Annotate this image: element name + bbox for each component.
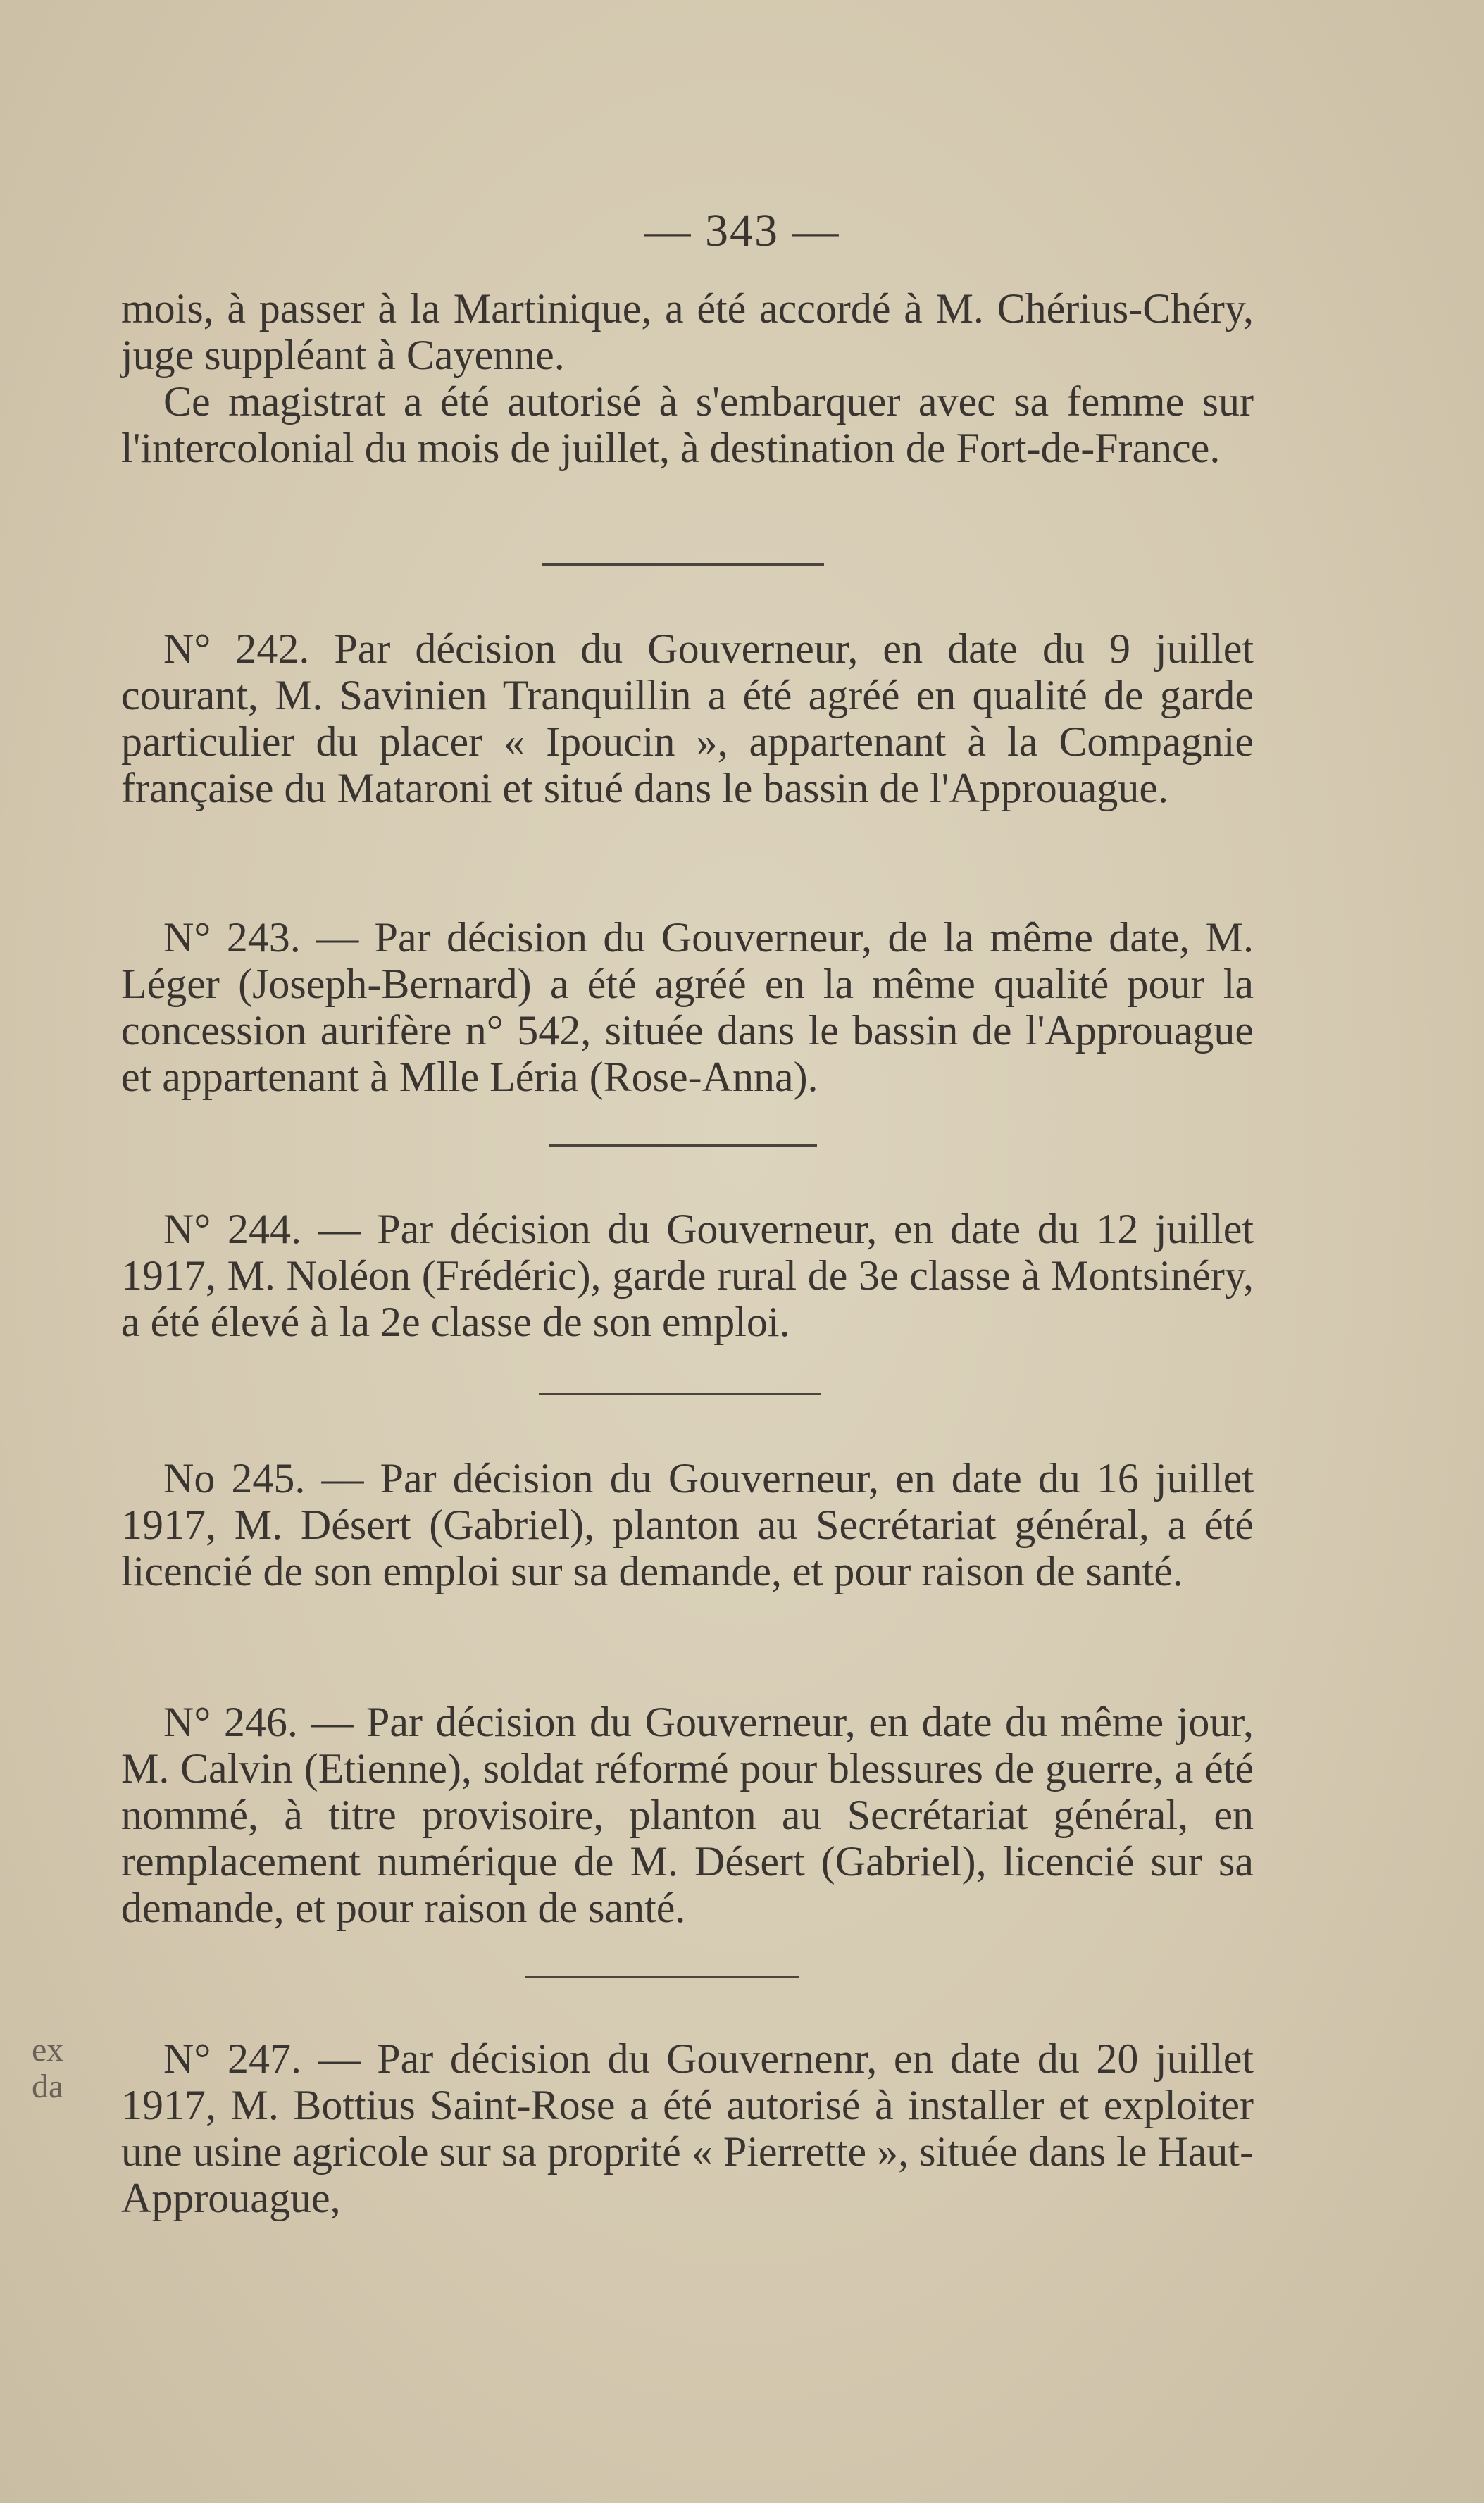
paragraph: N° 242. Par décision du Gouverneur, en date du 9 juillet courant, M. Savinien Tranquillin a été agréé en qualité de garde particulier du placer « Ipoucin », appartenant à la Compagnie française du Mataroni et situé dans le bassin de l'Approuague. [121,625,1254,811]
margin-note-line: da [32,2068,64,2105]
paragraph: N° 246. — Par décision du Gouverneur, en date du même jour, M. Calvin (Etienne), soldat réformé pour blessures de guerre, a été nommé, à titre provisoire, planton au Secrétariat général, en remplacement numérique de M. Désert (Gabriel), licencié sur sa demande, et pour raison de santé. [121,1699,1254,1931]
separator-rule [539,1393,821,1395]
paragraph: N° 247. — Par décision du Gouvernenr, en date du 20 juillet 1917, M. Bottius Saint-Rose a été autorisé à installer et exploiter une usine agricole sur sa proprité « Pierrette », située dans le Haut-Approuague, [121,2035,1254,2221]
paragraph: N° 244. — Par décision du Gouverneur, en date du 12 juillet 1917, M. Noléon (Frédéric), garde rural de 3e classe à Montsinéry, a été élevé à la 2e classe de son emploi. [121,1206,1254,1345]
page-number: — 343 — [644,205,840,256]
paragraph: No 245. — Par décision du Gouverneur, en date du 16 juillet 1917, M. Désert (Gabriel), planton au Secrétariat général, a été licencié de son emploi sur sa demande, et pour raison de santé. [121,1455,1254,1594]
separator-rule [549,1144,817,1147]
block-decision-247 [121,2035,1254,2221]
block-decision-244 [121,1206,1254,1345]
paragraph: Ce magistrat a été autorisé à s'embarquer avec sa femme sur l'intercolonial du mois de juillet, à destination de Fort-de-France. [121,378,1254,471]
block-decision-242 [121,625,1254,811]
margin-note [32,2032,63,2105]
margin-note-line: ex [32,2031,64,2068]
separator-rule [542,563,824,566]
paragraph: mois, à passer à la Martinique, a été accordé à M. Chérius-Chéry, juge suppléant à Cayenne. [121,285,1254,378]
block-decision-245 [121,1455,1254,1594]
block-decision-246 [121,1699,1254,1931]
separator-rule [525,1976,799,1978]
block-decision-243 [121,914,1254,1100]
paragraph: N° 243. — Par décision du Gouverneur, de la même date, M. Léger (Joseph-Bernard) a été agréé en la même qualité pour la concession aurifère n° 542, située dans le bassin de l'Approuague et appartenant à Mlle Léria (Rose-Anna). [121,914,1254,1100]
block-continuation [121,285,1254,471]
